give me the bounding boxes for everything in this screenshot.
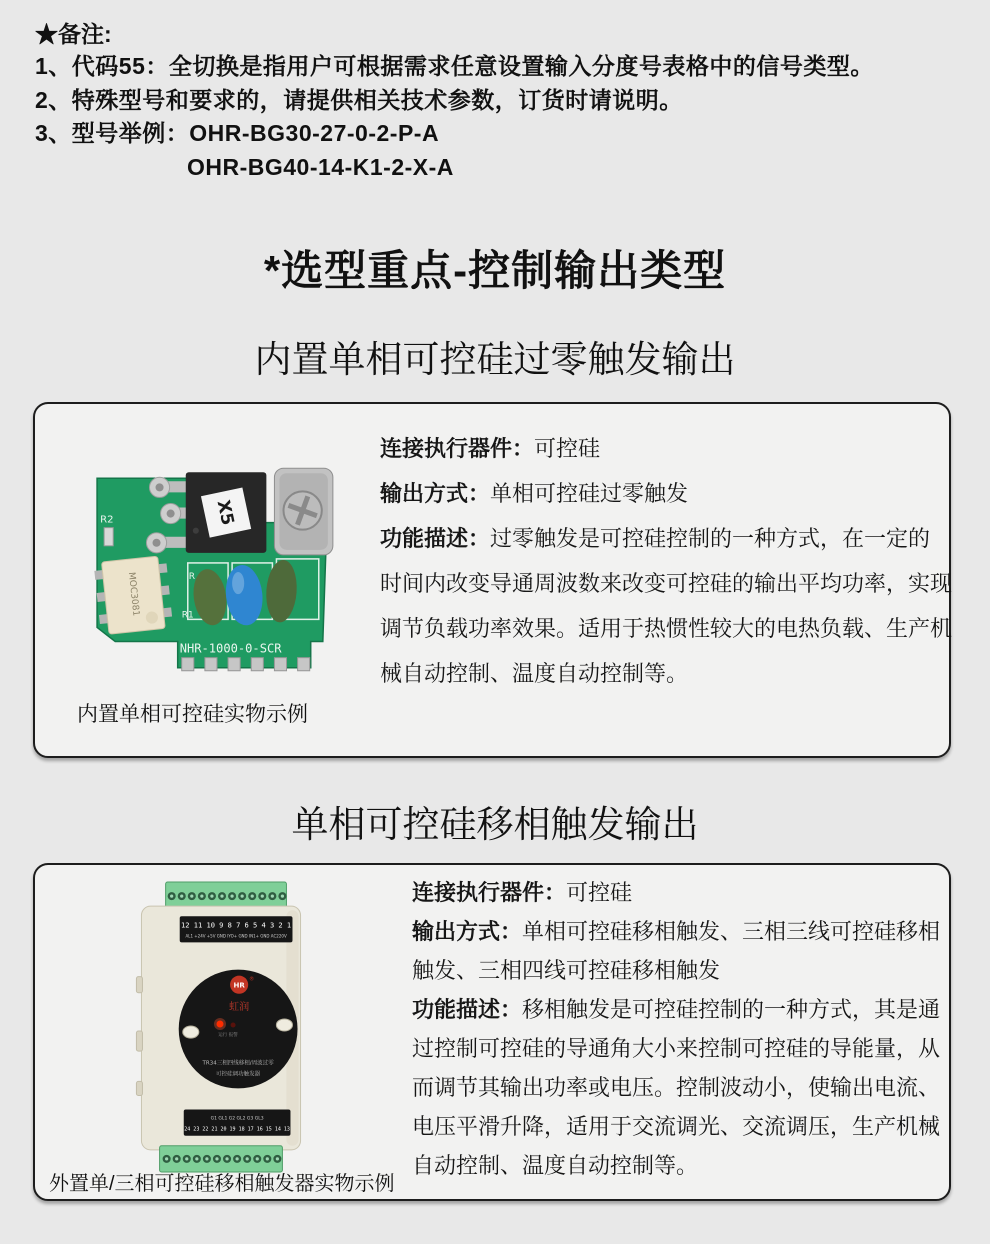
section-title-phase-shift: 单相可控硅移相触发输出	[291, 804, 699, 845]
registered-mark: ®	[249, 976, 255, 983]
spec-actuator	[412, 873, 948, 912]
brand-name: 虹润	[229, 1001, 250, 1013]
spec-label: 连接执行器件：	[412, 880, 567, 905]
metal-clip	[274, 468, 332, 555]
top-terminal-markings: AL1 +24V +5V GND IYO+ GND IN1+ GND AC220V	[185, 933, 287, 939]
run-led	[216, 1020, 223, 1027]
ic-sticker-label: X5	[212, 498, 238, 528]
card-phase-shift-output	[33, 863, 951, 1201]
screw-hole-left	[183, 1026, 199, 1038]
spec-list	[380, 426, 952, 696]
bottom-terminal-numbers: 24 23 22 21 20 19 18 17 16 15 14 13	[184, 1126, 290, 1133]
ic-chip	[186, 472, 267, 553]
optocoupler-label: MOC3081	[125, 571, 141, 617]
spec-function-desc	[380, 516, 952, 696]
spec-label: 连接执行器件：	[380, 436, 535, 461]
capacitor-highlight	[232, 572, 244, 594]
board-name-label: NHR-1000-0-SCR	[179, 641, 282, 656]
bottom-terminal-markings: G1 GL1 G2 GL2 G3 GL3	[210, 1116, 264, 1122]
optocoupler	[93, 555, 173, 635]
note-item-3: 3、型号举例：OHR-BG30-27-0-2-P-A	[35, 120, 440, 147]
spec-value: 可控硅	[534, 436, 601, 461]
smd-resistor	[104, 528, 113, 546]
front-panel	[179, 970, 298, 1089]
section-title-zero-cross: 内置单相可控硅过零触发输出	[254, 339, 736, 380]
note-item-1: 1、代码55：全切换是指用户可根据需求任意设置输入分度号表格中的信号类型。	[35, 53, 874, 79]
spec-label: 输出方式：	[380, 481, 491, 506]
spec-function-desc	[412, 990, 948, 1185]
terminal-label-top	[180, 916, 293, 942]
alarm-led	[231, 1022, 236, 1027]
pcb-label-r1: R1	[181, 610, 194, 621]
card-zero-cross-output	[33, 402, 951, 758]
image-caption: 外置单/三相可控硅移相触发器实物示例	[49, 1173, 395, 1195]
trigger-device-photo	[135, 880, 307, 1174]
terminal-label-bottom	[184, 1110, 291, 1136]
notes-title: ★备注:	[35, 21, 112, 47]
screw-hole-right	[276, 1019, 292, 1031]
spec-value: 移相触发是可控硅控制的一种方式，其是通过控制可控硅的导通角大小来控制可控硅的导能量，从而调节其输出功率或电压。控制波动小，使输出电流、电压平滑升降，适用于交流调光、交流调压，生产机械自动控制、温度自动控制等。	[412, 997, 941, 1178]
note-model-example-2: OHR-BG40-14-K1-2-X-A	[187, 153, 454, 180]
spec-output-mode	[412, 912, 948, 990]
pcb-photo	[87, 466, 349, 678]
spec-value: 单相可控硅移相触发、三相三线可控硅移相触发、三相四线可控硅移相触发	[412, 919, 941, 983]
led-labels: 运行 报警	[218, 1033, 238, 1039]
brand-logo-text: HR	[233, 980, 245, 990]
spec-label: 输出方式：	[412, 919, 523, 944]
spec-output-mode	[380, 471, 952, 516]
spec-value: 过零触发是可控硅控制的一种方式，在一定的时间内改变导通周波数来改变可控硅的输出平均功率，实现调节负载功率效果。适用于热惯性较大的电热负载、生产机械自动控制、温度自动控制等。	[380, 526, 953, 686]
image-caption: 内置单相可控硅实物示例	[77, 703, 308, 726]
spec-label: 功能描述：	[412, 997, 523, 1022]
pcb-label-r: R	[188, 572, 196, 583]
page-title: *选型重点-控制输出类型	[263, 247, 727, 294]
note-item-2: 2、特殊型号和要求的，请提供相关技术参数，订货时请说明。	[35, 86, 683, 113]
spec-actuator	[380, 426, 952, 471]
spec-label: 功能描述：	[380, 526, 491, 551]
device-model-line1: TR34三相四线移相/周波过零	[202, 1060, 274, 1067]
spec-list	[412, 873, 948, 1185]
top-terminal-numbers: 12 11 10 9 8 7 6 5 4 3 2 1	[181, 920, 292, 930]
notes-section	[35, 18, 874, 184]
pcb-label-r2: R2	[100, 514, 114, 526]
device-model-line2: 可控硅调功触发器	[216, 1071, 261, 1078]
spec-value: 单相可控硅过零触发	[490, 481, 689, 506]
spec-value: 可控硅	[566, 880, 633, 905]
